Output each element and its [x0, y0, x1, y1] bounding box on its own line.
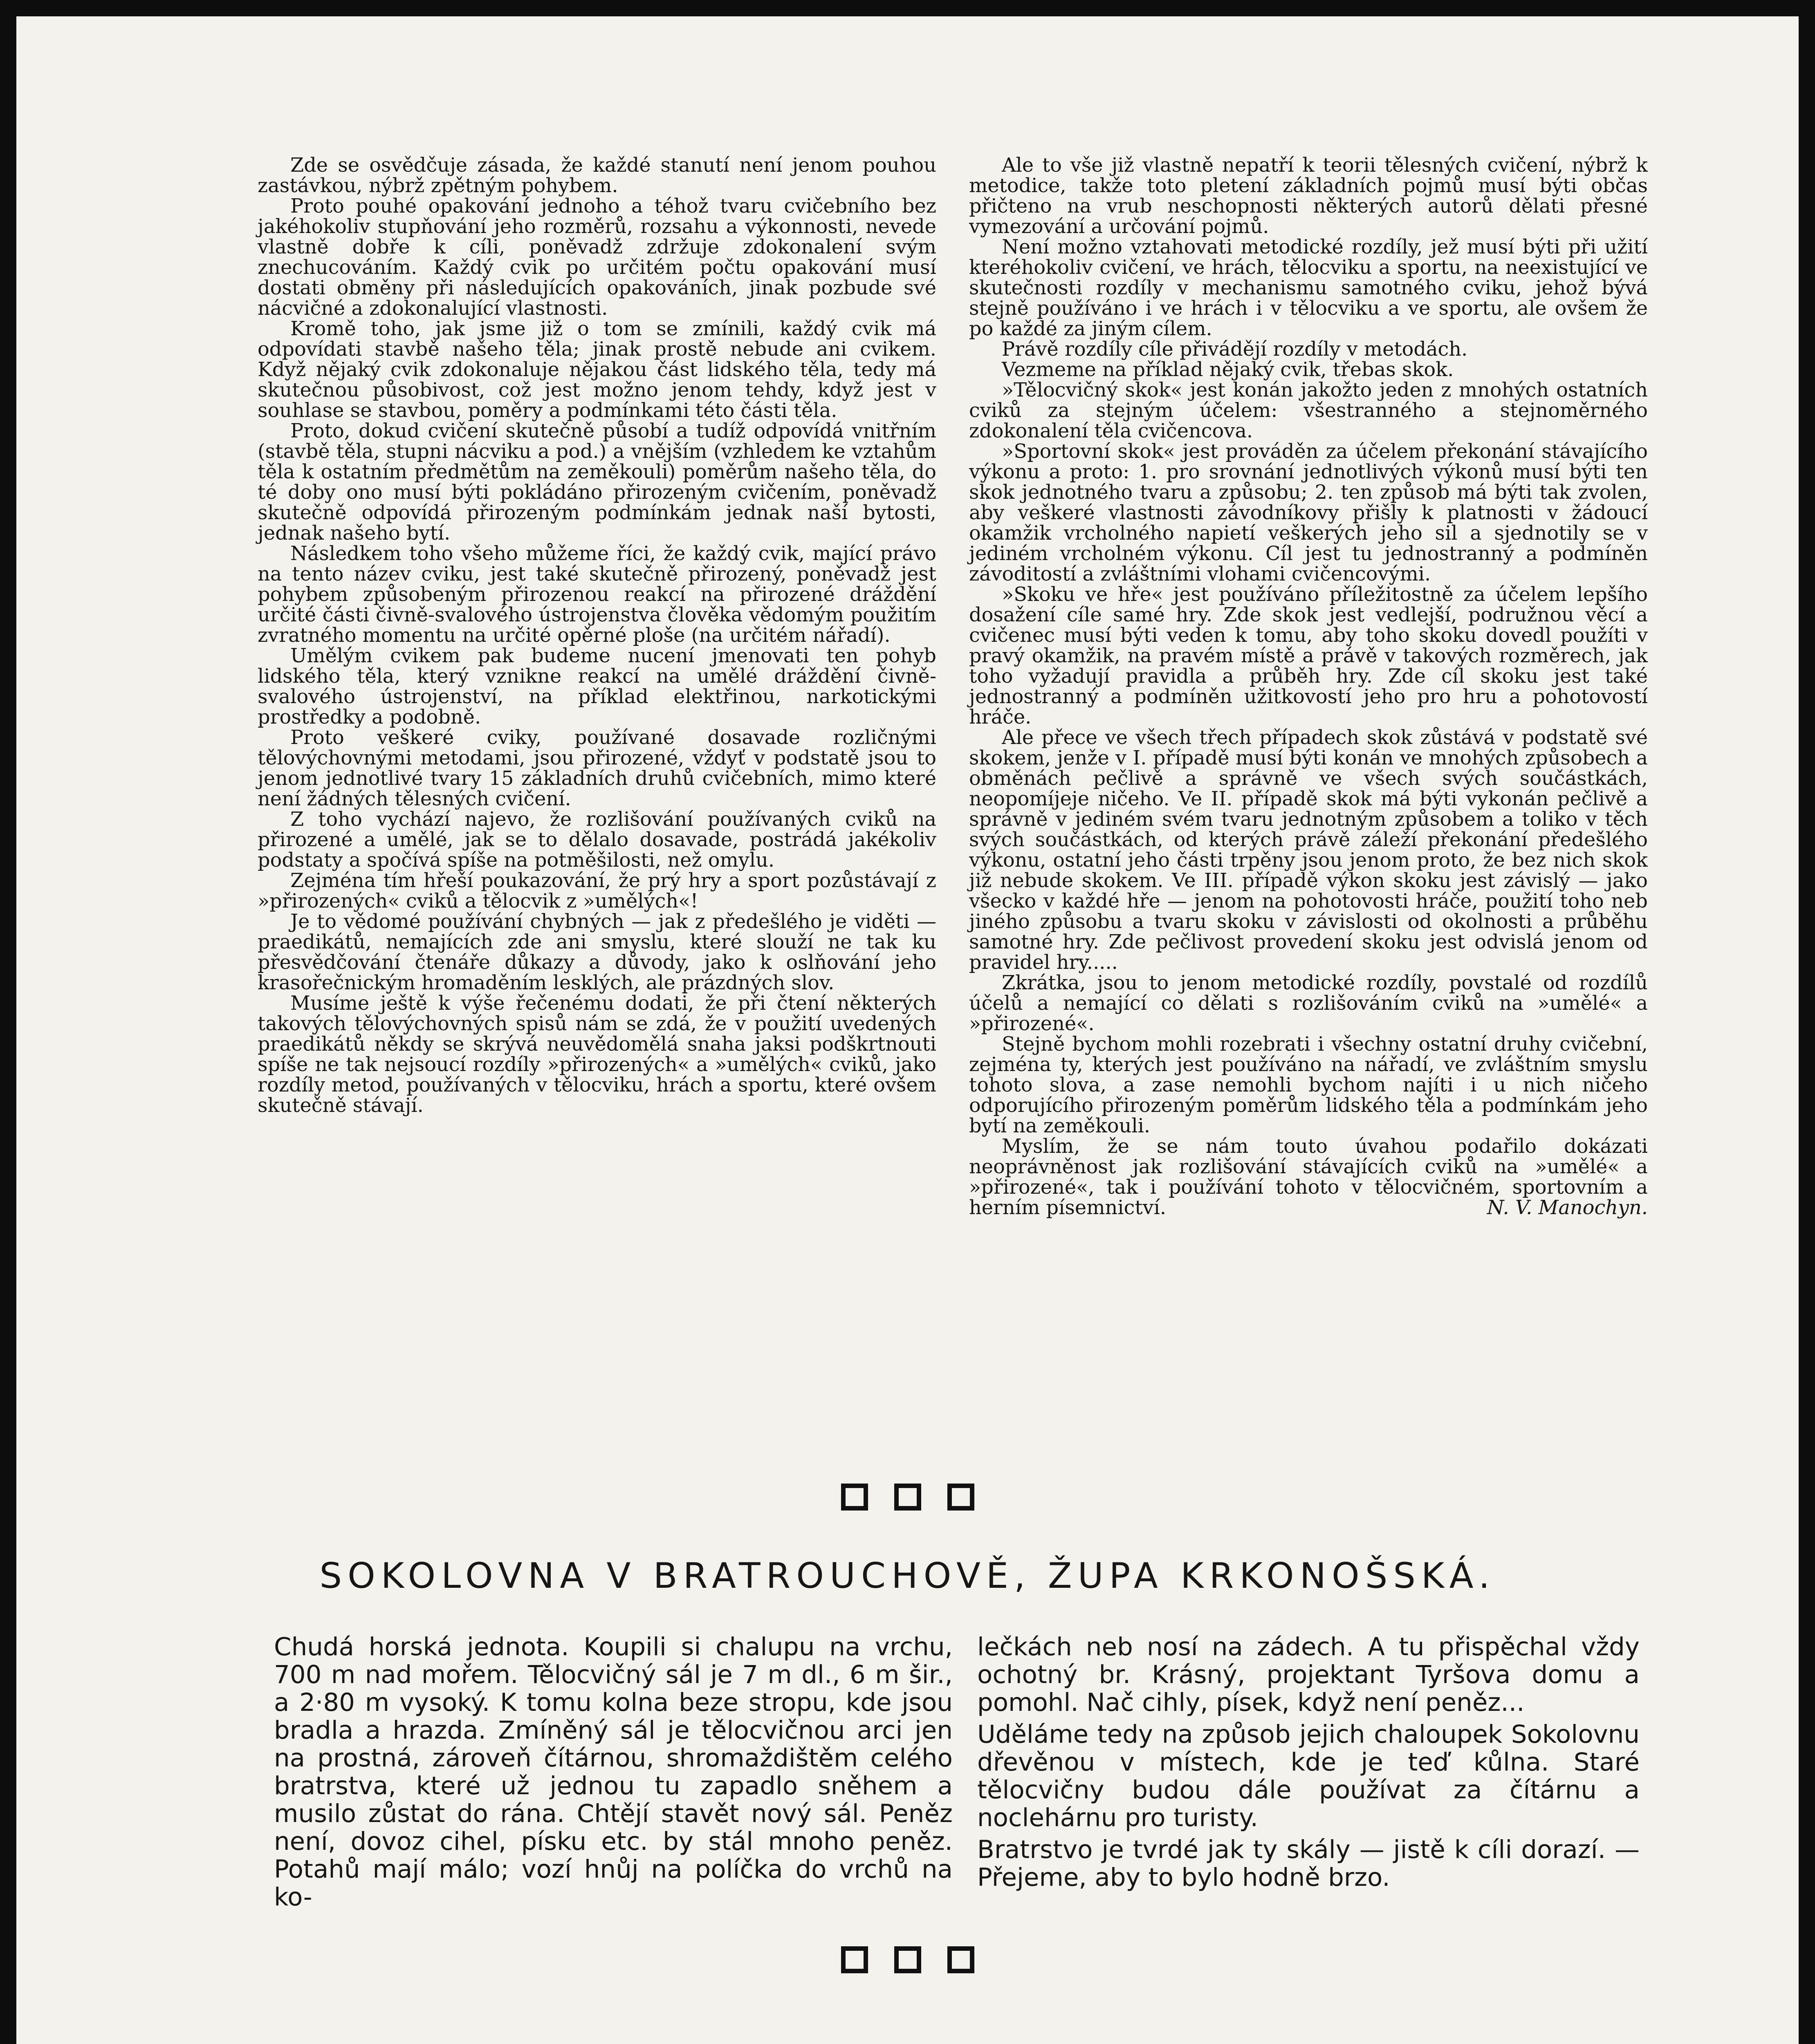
- paragraph: Stejně bychom mohli rozebrati i všechny ostatní druhy cvičební, zejména ty, kterých jest používáno na nářadí, ve zvláštním smyslu tohoto slova, a zase nemohli bychom najíti i u nich ničeho odporujícího přirozeným poměrům lidského těla a podmínkám jeho bytí na zeměkouli.: [969, 1033, 1648, 1137]
- paragraph: »Skoku ve hře« jest používáno příležitostně za účelem lepšího dosažení cíle samé hry. Zde skok jest vedlejší, podružnou věcí a cvičenec musí býti veden k tomu, aby toho skoku dovedl použíti v pravý okamžik, na pravém místě a právě v takových rozměrech, jak toho vyžadují pravidla a průběh hry. Zde cíl skoku jest také jednostranný a podmíněn užitkovostí jeho pro hru a pohotovostí hráče.: [969, 583, 1648, 728]
- paragraph: Musíme ještě k výše řečenému dodati, že při čtení některých takových tělovýchovných spisů nám se zdá, že v použití uvedených praedikátů někdy se skrývá neuvědomělá snaha jaksi podškrtnouti spíše ne tak nejsoucí rozdíly »přirozených« a »umělých« cviků, jako rozdíly metod, používaných v tělocviku, hrách a sportu, které ovšem skutečně stávají.: [258, 992, 936, 1117]
- paragraph: Je to vědomé používání chybných — jak z předešlého je viděti — praedikátů, nemajících zde ani smyslu, které slouží ne tak ku přesvědčování čtenáře důkazy a důvody, jako k oslňování jeho krasořečnickým hromaděním lesklých, ale prázdných slov.: [258, 910, 936, 994]
- square-ornament-icon: [894, 1484, 921, 1511]
- paragraph: Uděláme tedy na způsob jejich chaloupek Sokolovnu dřevěnou v místech, kde je teď kůlna. Staré tělocvičny budou dále používat za čítárnu a noclehárnu pro turisty.: [977, 1720, 1640, 1832]
- square-ornament-icon: [894, 1946, 921, 1973]
- paragraph: Následkem toho všeho můžeme říci, že každý cvik, mající právo na tento název cviku, jest také skutečně přirozený, poněvadž jest pohybem způsobeným přirozenou reakcí na přirozené dráždění určité části čivně-svalového ústrojenstva člověka vědomým použitím zvratného momentu na určité opěrné ploše (na určitém nářadí).: [258, 542, 936, 647]
- paragraph: Zde se osvědčuje zásada, že každé stanutí není jenom pouhou zastávkou, nýbrž zpětným pohybem.: [258, 154, 936, 197]
- paragraph: Ale to vše již vlastně nepatří k teorii tělesných cvičení, nýbrž k metodice, takže toto pletení základních pojmů musí býti občas přičteno na vrub neschopnosti některých autorů dělati přesné vymezování a určování pojmů.: [969, 154, 1648, 238]
- paragraph: »Sportovní skok« jest prováděn za účelem překonání stávajícího výkonu a proto: 1. pro srovnání jednotlivých výkonů musí býti ten skok jednotného tvaru a způsobu; 2. ten způsob má býti tak zvolen, aby veškeré vlastnosti závodníkovy přišly k platnosti v žádoucí okamžik vrcholného napietí veškerých jeho sil a sjednotily se v jediném vrcholném výkonu. Cíl jest tu jednostranný a podmíněn závoditostí a zvláštními vlohami cvičencovými.: [969, 440, 1648, 585]
- paragraph: Umělým cvikem pak budeme nucení jmenovati ten pohyb lidského těla, který vznikne reakcí na umělé dráždění čivně-svalového ústrojenství, na příklad elektřinou, narkotickými prostředky a podobně.: [258, 645, 936, 728]
- paragraph: Proto, dokud cvičení skutečně působí a tudíž odpovídá vnitřním (stavbě těla, stupni nácviku a pod.) a vnějším (vzhledem ke vztahům těla k ostatním předmětům na zeměkouli) poměrům našeho těla, do té doby ono musí býti pokládáno přirozeným cvičením, poněvadž skutečně odpovídá přirozeným podmínkám jednak naší bytosti, jednak našeho bytí.: [258, 420, 936, 545]
- paragraph: Zejména tím hřeší poukazování, že prý hry a sport pozůstávají z »přirozených« cviků a tělocvik z »umělých«!: [258, 870, 936, 912]
- paragraph: Právě rozdíly cíle přivádějí rozdíly v metodách.: [1002, 338, 1468, 361]
- square-ornament-icon: [947, 1946, 974, 1973]
- paragraph: Není možno vztahovati metodické rozdíly, jež musí býti při užití kteréhokoliv cvičení, ve hrách, tělocviku a sportu, na neexistující ve skutečnosti rozdíly v mechanismu samotného cviku, jehož bývá stejně používáno i ve hrách i v tělocviku a ve sportu, ale ovšem že po každé za jiným cílem.: [969, 236, 1648, 340]
- paragraph: [969, 1136, 1648, 1218]
- paragraph: Vezmeme na příklad nějaký cvik, třebas skok.: [1002, 359, 1454, 381]
- closing-paragraph-text: Myslím, že se nám touto úvahou podařilo dokázati neoprávněnost jak rozlišování stávajících cviků na »umělé« a »přirozené«, tak i používání tohoto v tělocvičném, sportovním a herním písemnictví.: [969, 1135, 1648, 1219]
- square-ornament-icon: [841, 1484, 868, 1511]
- paragraph: Z toho vychází najevo, že rozlišování používaných cviků na přirozené a umělé, jak se to dělalo dosavade, postrádá jakékoliv podstaty a spočívá spíše na potměšilosti, než omylu.: [258, 808, 936, 872]
- author-signature: N. V. Manochyn.: [1487, 1197, 1648, 1219]
- paragraph: Bratrstvo je tvrdé jak ty skály — jistě k cíli dorazí. — Přejeme, aby to bylo hodně brzo.: [977, 1835, 1640, 1892]
- paragraph: Ale přece ve všech třech případech skok zůstává v podstatě své skokem, jenže v I. případě musí býti konán ve mnohých způsobech a obměnách pečlivě a správně ve všech svých součástkách, neopomíjeje ničeho. Ve II. případě skok má býti vykonán pečlivě a správně v jediném svém tvaru jednotným způsobem a toliko v těch svých součástkách, od kterých právě záleží překonání předešlého výkonu, ostatní jeho části trpěny jsou jenom proto, že bez nich skok již nebude skokem. Ve III. případě výkon skoku jest závislý — jako všecko v každé hře — jenom na pohotovosti hráče, použití toho neb jiného způsobu a tvaru skoku v závislosti od okolnosti a průběhu samotné hry. Zde pečlivost provedení skoku jest odvislá jenom od pravidel hry.....: [969, 726, 1648, 974]
- paragraph: Proto pouhé opakování jednoho a téhož tvaru cvičebního bez jakéhokoliv stupňování jeho rozměrů, rozsahu a výkonnosti, nevede vlastně dobře k cíli, poněvadž zdržuje zdokonalení svým znechucováním. Každý cvik po určitém počtu opakování musí dostati obměny při následujících opakováních, jinak pozbude své nácvičné a zdokonalující vlastnosti.: [258, 195, 936, 320]
- article1-right-column: [969, 155, 1648, 1218]
- paragraph: »Tělocvičný skok« jest konán jakožto jeden z mnohých ostatních cviků za stejným účelem: všestranného a stejnoměrného zdokonalení těla cvičencova.: [969, 379, 1648, 442]
- article1-left-column: [258, 155, 936, 1116]
- article2-left-column: [274, 1633, 953, 1911]
- paragraph: Proto veškeré cviky, používané dosavade rozličnými tělovýchovnými metodami, jsou přirozené, vždyť v podstatě jsou to jenom jednotlivé tvary 15 základních druhů cvičebních, mimo které není žádných tělesných cvičení.: [258, 726, 936, 810]
- section-divider-ornament: [0, 1483, 1815, 1516]
- article-title: SOKOLOVNA V BRATROUCHOVĚ, ŽUPA KRKONOŠSKÁ.: [319, 1555, 1496, 1596]
- square-ornament-icon: [947, 1484, 974, 1511]
- section-divider-ornament: [0, 1946, 1815, 1979]
- paragraph: Zkrátka, jsou to jenom metodické rozdíly, povstalé od rozdílů účelů a nemající co dělati s rozlišováním cviků na »umělé« a »přirozené«.: [969, 972, 1648, 1035]
- paragraph: lečkách neb nosí na zádech. A tu přispěchal vždy ochotný br. Krásný, projektant Tyršova domu a pomohl. Nač cihly, písek, když není peněz...: [977, 1632, 1640, 1717]
- square-ornament-icon: [841, 1946, 868, 1973]
- paragraph: Kromě toho, jak jsme již o tom se zmínili, každý cvik má odpovídati stavbě našeho těla; jinak prostě nebude ani cvikem. Když nějaký cvik zdokonaluje nějakou část lidského těla, tedy má skutečnou působivost, což jest možno jenom tehdy, když jest v souhlase se stavbou, poměry a podmínkami této části těla.: [258, 318, 936, 422]
- paragraph: Chudá horská jednota. Koupili si chalupu na vrchu, 700 m nad mořem. Tělocvičný sál je 7 m dl., 6 m šir., a 2·80 m vysoký. K tomu kolna beze stropu, kde jsou bradla a hrazda. Zmíněný sál je tělocvičnou arci jen na prostná, zároveň čítárnou, shromaždištěm celého bratrstva, které už jednou tu zapadlo sněhem a musilo zůstat do rána. Chtějí stavět nový sál. Peněz není, dovoz cihel, písku etc. by stál mnoho peněz. Potahů mají málo; vozí hnůj na políčka do vrchů na ko-: [274, 1632, 953, 1912]
- article2-right-column: [977, 1633, 1640, 1892]
